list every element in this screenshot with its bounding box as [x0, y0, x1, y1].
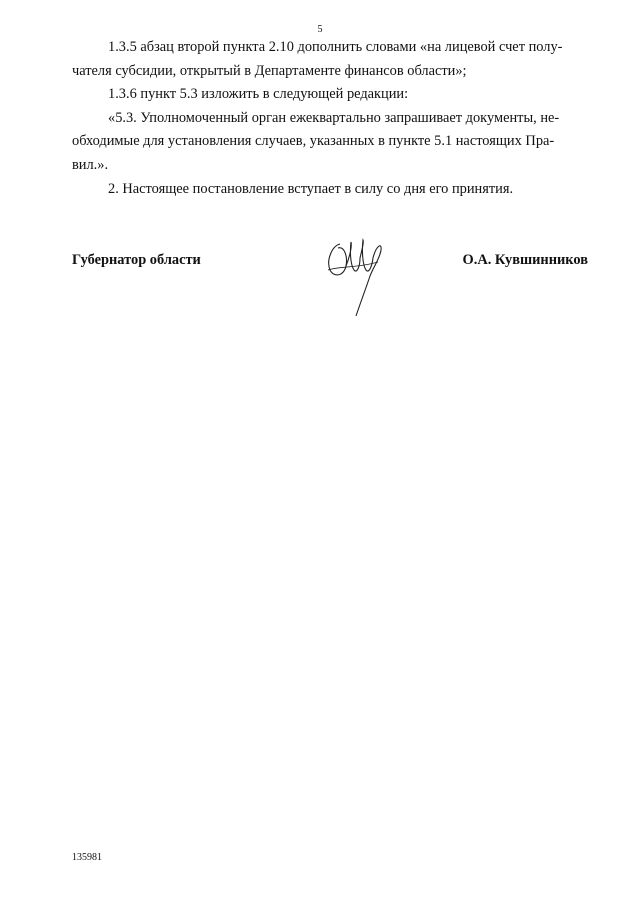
paragraph-line: чателя субсидии, открытый в Департаменте финансов области»;: [72, 62, 467, 79]
paragraph-line: 1.3.5 абзац второй пункта 2.10 дополнить словами «на лицевой счет полу-: [108, 39, 563, 55]
paragraph-line: обходимые для установления случаев, указанных в пункте 5.1 настоящих Пра-: [72, 133, 555, 150]
signatory-name: О.А. Кувшинников: [462, 252, 588, 268]
paragraph-line: 2. Настоящее постановление вступает в силу со дня его принятия.: [108, 180, 514, 197]
paragraph-2: [72, 178, 580, 202]
paragraph-1-3-5: [72, 36, 580, 83]
signatory-title: Губернатор области: [72, 252, 201, 268]
handwritten-signature-icon: [324, 236, 386, 318]
paragraph-1-3-6: [72, 83, 580, 107]
paragraph-quote-5-3: [72, 107, 580, 178]
paragraph-line: 1.3.6 пункт 5.3 изложить в следующей редакции:: [108, 86, 409, 103]
document-code: 135981: [72, 852, 102, 863]
document-body: [72, 36, 580, 201]
paragraph-line: вил.».: [72, 156, 109, 173]
signature-block: [72, 248, 588, 328]
page-number: 5: [317, 24, 323, 35]
paragraph-line: «5.3. Уполномоченный орган ежеквартально запрашивает документы, не-: [108, 109, 560, 126]
